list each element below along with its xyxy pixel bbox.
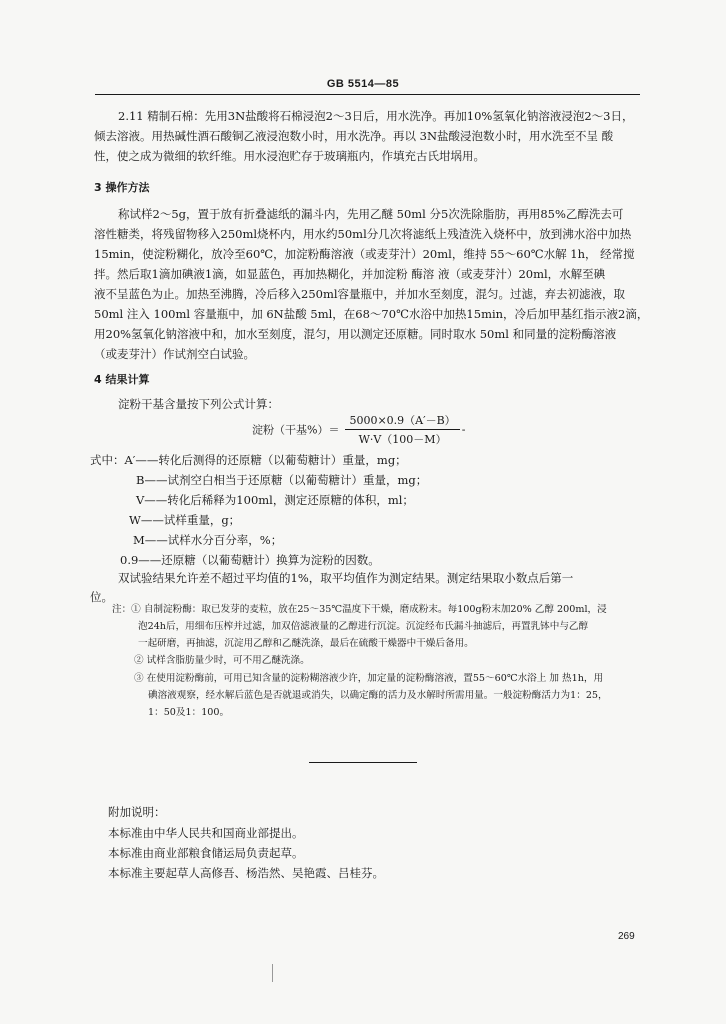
tolerance-line-1: 双试验结果允许差不超过平均值的1%，取平均值作为测定结果。测定结果取小数点后第一 <box>118 571 574 585</box>
section-divider <box>309 762 417 763</box>
section-4-heading: 4 结果计算 <box>94 373 150 386</box>
appendix-title: 附加说明： <box>108 805 166 819</box>
standard-number: GB 5514—85 <box>326 78 400 90</box>
appendix-line-3: 本标准主要起草人高修吾、杨浩然、吴艳霞、吕桂芬。 <box>108 866 384 880</box>
note-1-line-2: 泡24h后，用细布压榨并过滤，加双倍滤液量的乙醇进行沉淀。沉淀经布氏漏斗抽滤后，再置乳钵中与乙醇 <box>138 621 589 632</box>
where-line-v: V——转化后稀释为100ml，测定还原糖的体积，ml； <box>136 493 414 507</box>
section-2-11-line-1: 2.11 精制石棉：先用3N盐酸将石棉浸泡2～3日后，用水洗净。再加10%氢氧化钠溶液浸泡2～3日， <box>118 109 634 123</box>
section-3-line-2: 溶性糖类，将残留物移入250ml烧杯内，用水约50ml分几次将滤纸上残渣洗入烧杯中，放到沸水浴中加热 <box>94 227 632 241</box>
where-line-b: B——试剂空白相当于还原糖（以葡萄糖计）重量，mg； <box>136 473 428 487</box>
note-3-line-2: 碘溶液观察，经水解后蓝色是否就退或消失，以确定酶的活力及水解时所需用量。一般淀粉酶活力为1：25， <box>148 690 608 701</box>
page-number: 269 <box>618 931 635 942</box>
formula-denominator: W·V（100－M） <box>358 433 447 446</box>
formula-intro: 淀粉干基含量按下列公式计算： <box>118 397 279 411</box>
header-rule <box>95 94 640 95</box>
section-2-11-line-3: 性，使之成为微细的软纤维。用水浸泡贮存于玻璃瓶内，作填充古氏坩埚用。 <box>94 149 485 163</box>
section-3-heading: 3 操作方法 <box>94 181 150 194</box>
where-line-w: W——试样重量，g； <box>129 513 241 527</box>
appendix-line-1: 本标准由中华人民共和国商业部提出。 <box>108 826 304 840</box>
appendix-line-2: 本标准由商业部粮食储运局负责起草。 <box>108 846 304 860</box>
where-line-factor: 0.9——还原糖（以葡萄糖计）换算为淀粉的因数。 <box>120 553 380 567</box>
note-3-line-3: 1：50及1：100。 <box>148 707 230 718</box>
section-3-line-1: 称试样2～5g，置于放有折叠滤纸的漏斗内，先用乙醚 50ml 分5次洗除脂肪，再用85%乙醇洗去可 <box>118 207 624 221</box>
starch-formula <box>252 412 465 447</box>
note-3-line-1: ③ 在使用淀粉酶前，可用已知含量的淀粉糊溶液少许，加定量的淀粉酶溶液，置55～60℃水浴上 加 热1h，用 <box>134 673 604 684</box>
section-3-line-3: 15min，使淀粉糊化，放冷至60℃，加淀粉酶溶液（或麦芽汁）20ml，维持 55～60℃水解 1h， 经常搅 <box>94 247 635 261</box>
note-1-line-3: 一起研磨，再抽滤，沉淀用乙醇和乙醚洗涤，最后在硫酸干燥器中干燥后备用。 <box>138 638 474 649</box>
section-3-line-5: 液不呈蓝色为止。加热至沸腾，冷后移入250ml容量瓶中，并加水至刻度，混匀。过滤，弃去初滤液，取 <box>94 287 626 301</box>
where-line-a-prime: 式中：A′——转化后测得的还原糖（以葡萄糖计）重量，mg； <box>90 453 407 467</box>
formula-tail: - <box>461 423 466 436</box>
formula-lhs: 淀粉（干基%）＝ <box>252 423 340 437</box>
section-3-line-4: 拌。然后取1滴加碘液1滴，如显蓝色，再加热糊化，并加淀粉 酶溶 液（或麦芽汁）20ml，水解至碘 <box>94 267 606 281</box>
note-2: ② 试样含脂肪量少时，可不用乙醚洗涤。 <box>134 655 310 666</box>
where-line-m: M——试样水分百分率，%； <box>133 533 283 547</box>
section-2-11-line-2: 倾去溶液。用热碱性酒石酸铜乙液浸泡数小时，用水洗净。再以 3N盐酸浸泡数小时，用水洗至不呈 酸 <box>94 129 614 143</box>
formula-fraction <box>345 412 459 447</box>
scan-edge-mark <box>272 964 273 982</box>
formula-numerator: 5000×0.9（A′－B） <box>345 412 459 430</box>
section-3-line-6: 50ml 注入 100ml 容量瓶中，加 6N盐酸 5ml，在68～70℃水浴中加热15min，冷后加甲基红指示液2滴， <box>94 307 649 321</box>
note-1-line-1: 注：① 自制淀粉酶：取已发芽的麦粒，放在25～35℃温度下干燥，磨成粉末。每100g粉末加20% 乙醇 200ml，浸 <box>112 604 607 615</box>
section-3-line-8: （或麦芽汁）作试剂空白试验。 <box>94 347 255 361</box>
section-3-line-7: 用20%氢氧化钠溶液中和，加水至刻度，混匀，用以测定还原糖。同时取水 50ml 和同量的淀粉酶溶液 <box>94 327 617 341</box>
tolerance-line-2: 位。 <box>90 590 113 604</box>
